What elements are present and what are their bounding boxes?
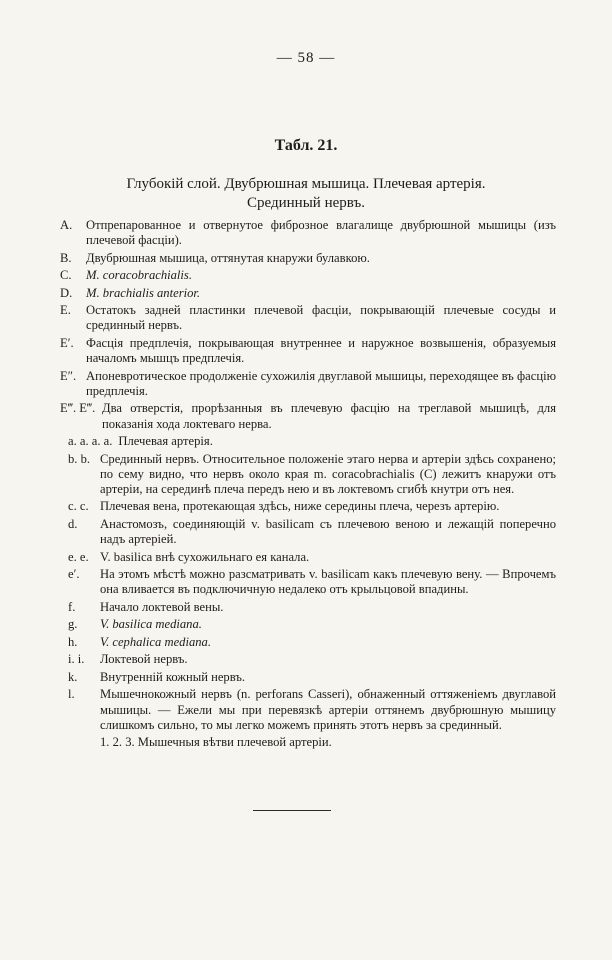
entry-key: b. b. [68,451,91,466]
entry-key: B. [60,250,72,265]
legend-entry [60,251,556,266]
entry-text: Плечевая артерія. [118,434,213,449]
entry-key: E‴. E‴. [60,401,96,416]
entry-key: d. [68,516,78,531]
entry-key: g. [68,617,78,632]
entry-text: Отпрепарованное и отвернутое фиброзное влагалище двубрюшной мышицы (изъ плечевой фасціи). [86,218,556,248]
legend-entry [60,687,556,733]
legend-entry [60,517,556,547]
entry-key: D. [60,285,73,300]
legend-entry [60,401,556,431]
subtitle-line-2: Срединный нервъ. [247,195,365,211]
legend-entries [60,218,556,753]
legend-entry [60,303,556,333]
entry-key: E. [60,303,71,318]
entry-text: Анастомозъ, соединяющій v. basilicam съ плечевою веною и лежащій поперечно надъ артеріей. [100,516,556,547]
entry-text: Срединный нервъ. Относительное положеніе этаго нерва и артеріи здѣсь сохранено; по сему видно, что нервъ около края m. coracobrachialis (C) лежитъ кнаружи отъ артеріи, на серединѣ плеча передъ нею и въ локтевомъ сгибѣ кнутри отъ нея. [100,451,556,496]
legend-entry [60,735,556,750]
entry-text: Два отверстія, прорѣзанныя въ плечевую фасцію на треглавой мышицѣ, для показанія хода локтеваго нерва. [102,401,556,431]
entry-text: Внутренній кожный нервъ. [100,669,246,684]
entry-key: E″. [60,368,77,383]
entry-key: h. [68,634,78,649]
entry-text: Плечевая вена, протекающая здѣсь, ниже середины плеча, черезъ артерію. [100,499,500,514]
entry-text: Фасція предплечія, покрывающая внутреннее и наружное возвышенія, образуемыя началомъ мышцъ предплечія. [86,335,556,366]
entry-text: Остатокъ задней пластинки плечевой фасціи, покрывающій плечевые сосуды и срединный нервъ. [86,303,556,333]
entry-key: E′. [60,335,74,350]
entry-key: f. [68,599,76,614]
legend-entry [60,567,556,597]
legend-entry [60,652,556,667]
legend-entry [60,670,556,685]
legend-entry [60,452,556,498]
entry-key: A. [60,218,73,232]
entry-key: k. [68,669,78,684]
legend-entry [60,635,556,650]
legend-entry [60,434,556,449]
entry-text: Мышечнокожный нервъ (n. perforans Casseri), обнаженный оттяженіемъ двуглавой мышицы. — Ежели мы при перевязкѣ артеріи оттянемъ двубрюшную мышицу слишкомъ сильно, то мы легко можемъ принять этотъ нервъ за срединный. [100,687,556,732]
divider [253,810,331,811]
subtitle-line-1: Глубокій слой. Двубрюшная мышица. Плечевая артерія. [126,176,486,192]
entry-key: C. [60,268,72,283]
entry-key: e′. [68,567,80,582]
entry-text: V. basilica внѣ сухожильнаго ея канала. [100,549,310,564]
legend-entry [60,369,556,399]
page-number: — 58 — [276,50,336,66]
entry-text: Начало локтевой вены. [100,599,224,614]
entry-text: На этомъ мѣстѣ можно разсматривать v. basilicam какъ плечевую вену. — Впрочемъ она вливается въ подключичную недалеко отъ крыльцовой впадины. [100,567,556,597]
entry-key: c. c. [68,499,89,514]
entry-text: 1. 2. 3. Мышечныя вѣтви плечевой артеріи. [100,735,332,750]
legend-entry [60,550,556,565]
legend-entry [60,600,556,615]
legend-entry [60,499,556,514]
entry-text: Двубрюшная мышица, оттянутая кнаружи булавкою. [86,250,370,265]
legend-entry [60,617,556,632]
entry-key: l. [68,687,75,702]
legend-entry [60,218,556,248]
entry-text: M. coracobrachialis. [86,268,192,283]
entry-key: e. e. [68,549,89,564]
entry-text: Локтевой нервъ. [100,652,188,667]
legend-entry [60,286,556,301]
table-title: Табл. 21. [274,137,338,154]
entry-key: i. i. [68,652,85,667]
entry-text: M. brachialis anterior. [86,285,201,300]
entry-text: V. basilica mediana. [100,617,202,632]
entry-text: V. cephalica mediana. [100,634,211,649]
entry-key: a. a. a. a. [68,434,113,449]
legend-entry [60,268,556,283]
entry-text: Апоневротическое продолженіе сухожилія двуглавой мышицы, переходящее въ фасцію предплечія. [86,368,556,398]
legend-entry [60,336,556,366]
